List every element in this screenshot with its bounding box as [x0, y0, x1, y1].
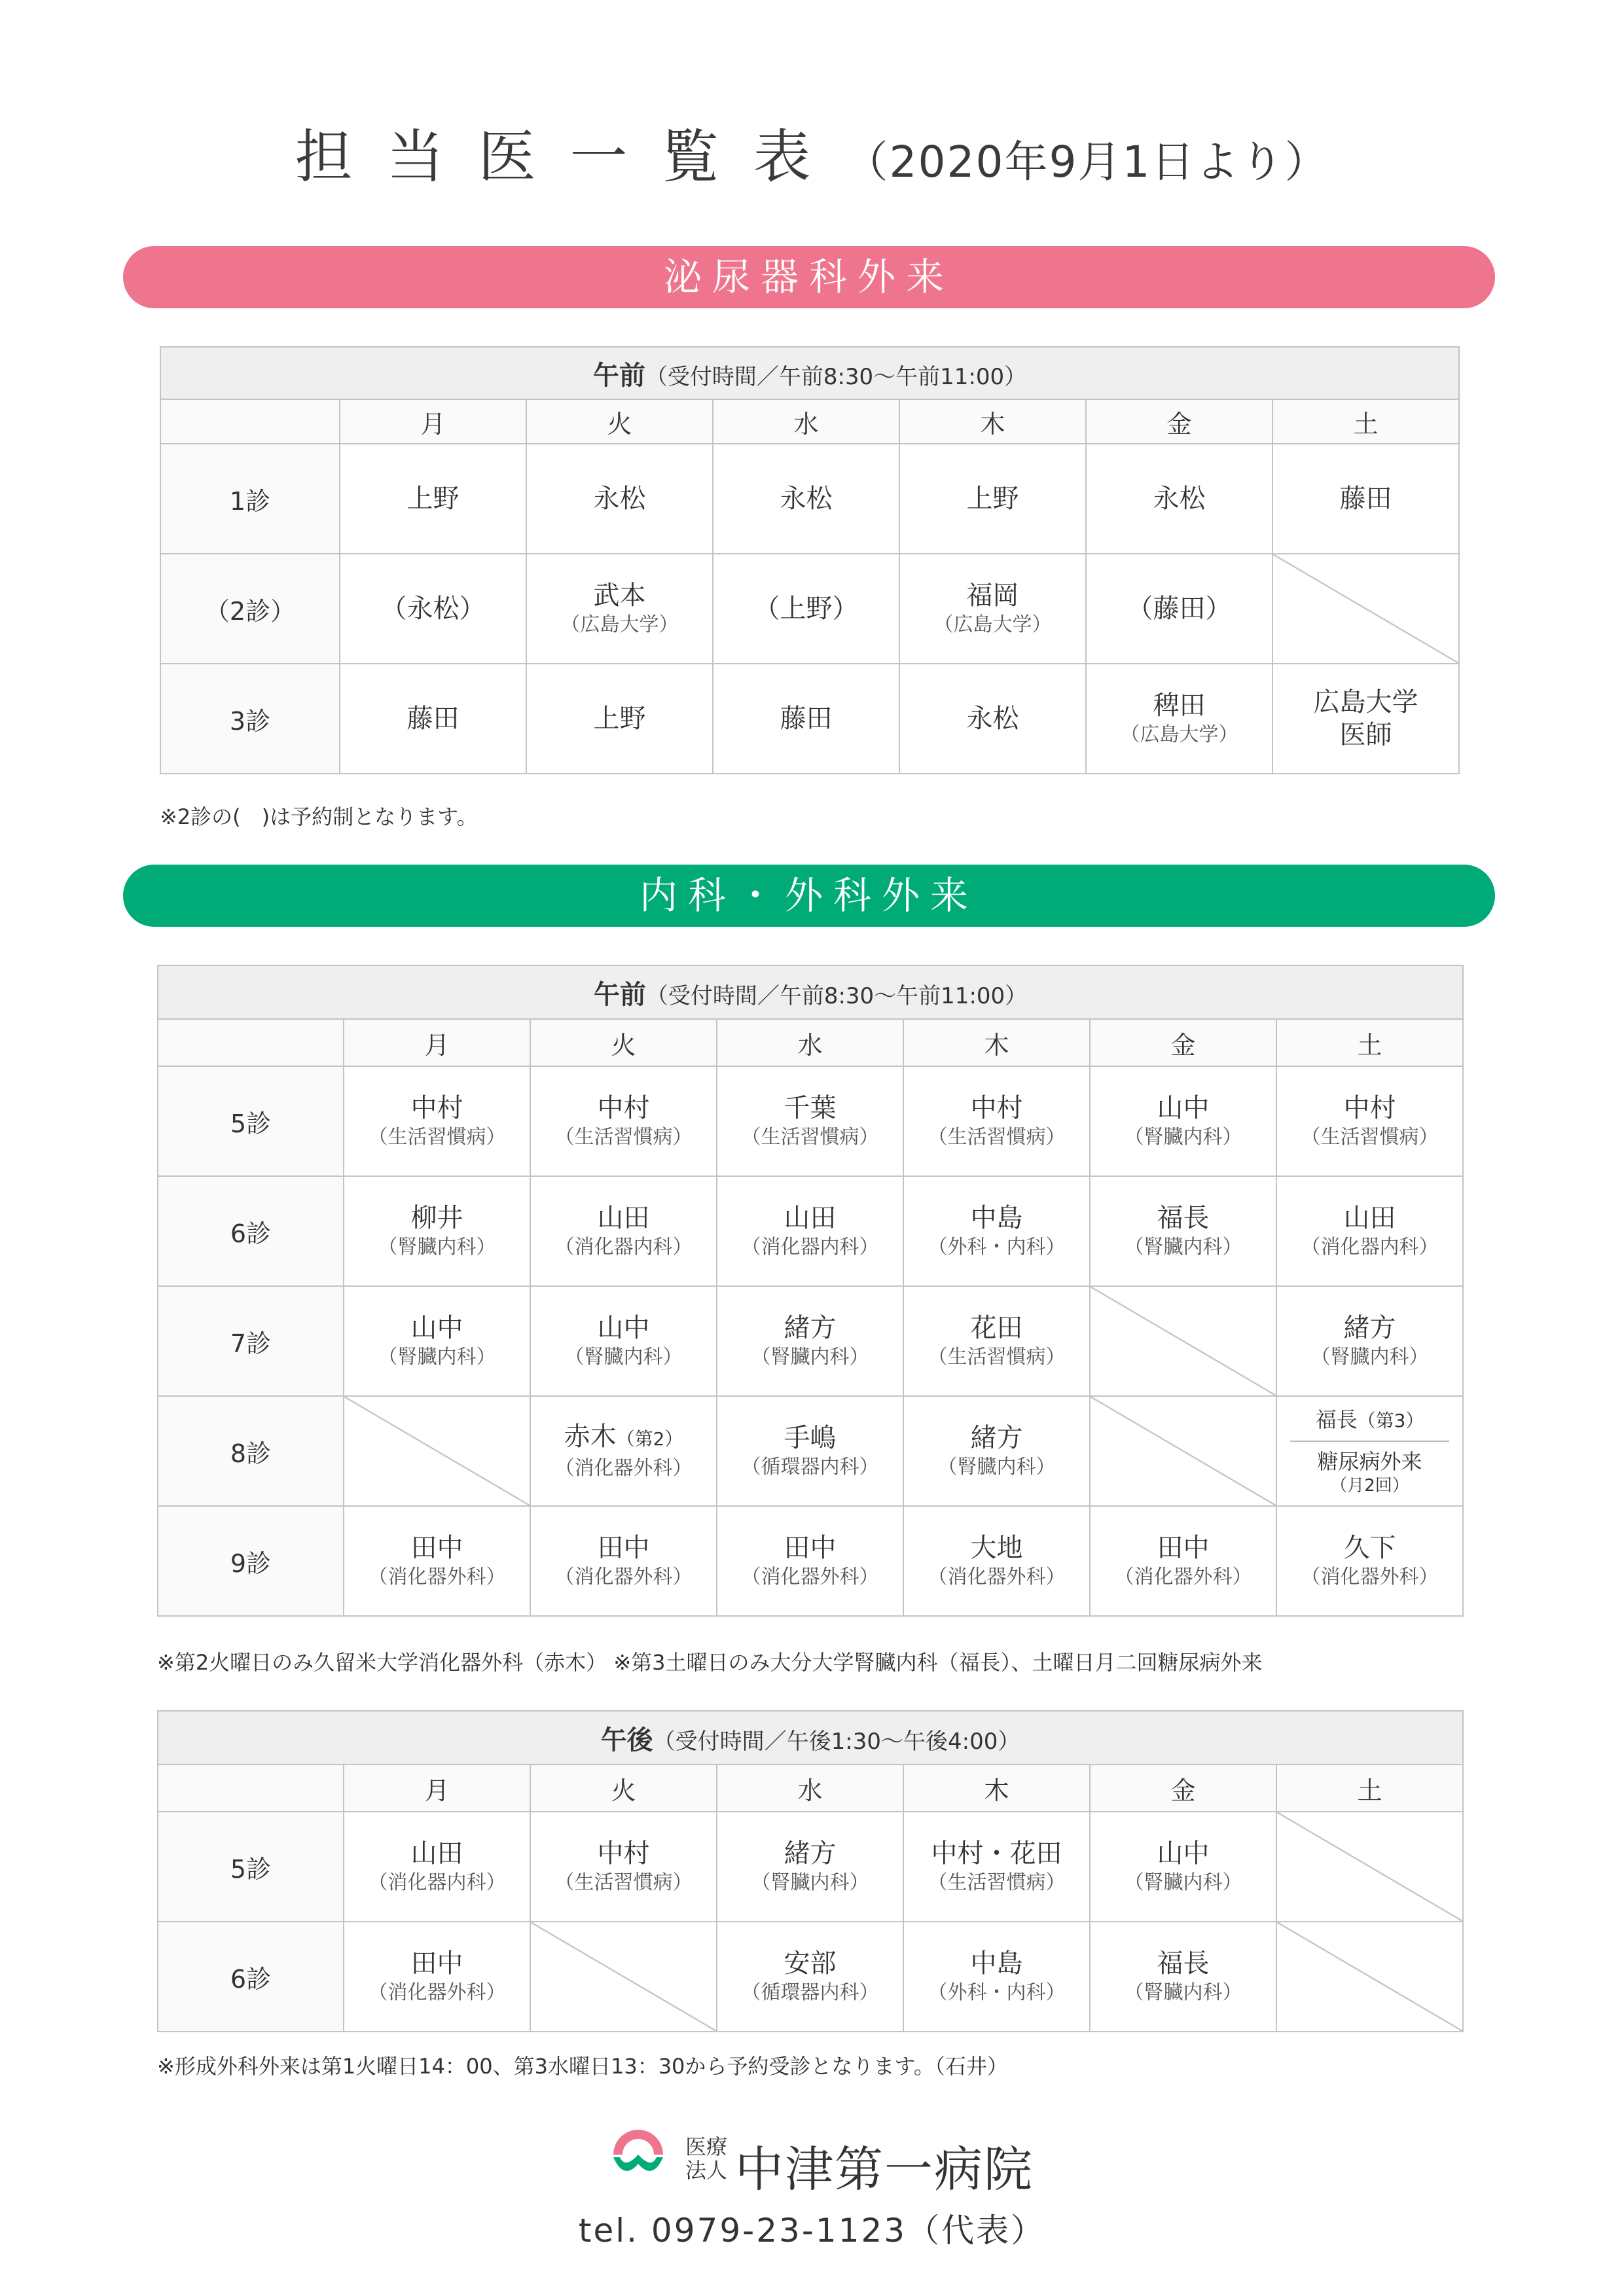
- doctor-name: [1091, 1947, 1276, 1980]
- doctor-name: [900, 702, 1085, 735]
- doctor-cell: [1090, 1922, 1276, 2032]
- doctor-name-text: 広島大学: [1313, 687, 1418, 717]
- doctor-cell: [1276, 1066, 1463, 1176]
- doctor-name-text: 緒方: [970, 1423, 1023, 1453]
- department: （消化器外科）: [368, 1981, 506, 2004]
- hospital-logo: [605, 2121, 1038, 2198]
- week-note: （第2）: [616, 1428, 683, 1450]
- doctor-name-text: 福長: [1157, 1948, 1210, 1979]
- doctor-name-text: 大地: [970, 1533, 1023, 1563]
- doctor-cell: [1272, 444, 1459, 554]
- schedule-row: [158, 1922, 1463, 2032]
- department: （外科・内科）: [928, 1236, 1066, 1259]
- schedule-row: [160, 554, 1459, 664]
- doctor-name-text: 武本: [593, 581, 646, 611]
- weekday-header: 金: [1086, 399, 1272, 444]
- doctor-name-text: （藤田）: [1127, 594, 1232, 624]
- doctor-cell: [1276, 1396, 1463, 1506]
- department: （生活習慣病）: [554, 1126, 693, 1149]
- clinic-name: 糖尿病外来: [1317, 1449, 1422, 1474]
- weekday-header: 木: [899, 399, 1086, 444]
- doctor-name: [527, 482, 712, 515]
- doctor-name: [717, 1092, 903, 1124]
- doctor-name-text: 稗田: [1153, 691, 1206, 721]
- empty-cell: [1090, 1286, 1276, 1396]
- session-header-row: [160, 347, 1459, 399]
- doctor-name: [1290, 1405, 1449, 1442]
- weekday-header: 金: [1090, 1019, 1276, 1066]
- doctor-cell: [899, 554, 1086, 664]
- doctor-name: [340, 592, 526, 625]
- clinic-slot-label: 9診: [158, 1506, 344, 1616]
- internal-am-note: ※第2火曜日のみ久留米大学消化器外科（赤木） ※第3土曜日のみ大分大学腎臓内科（福長）、土曜日月二回糖尿病外来: [157, 1650, 1263, 1675]
- doctor-name-text: 花田: [970, 1313, 1023, 1343]
- doctor-name: [713, 482, 899, 515]
- doctor-cell: [717, 1066, 903, 1176]
- department: （生活習慣病）: [928, 1346, 1066, 1369]
- internal-pm-note: ※形成外科外来は第1火曜日14：00、第3水曜日13：30から予約受診となります。（石井）: [157, 2054, 1008, 2079]
- department: （消化器外科）: [1114, 1566, 1252, 1588]
- schedule-row: [160, 664, 1459, 774]
- doctor-name-text: 永松: [780, 484, 833, 514]
- session-header-row: [158, 965, 1463, 1019]
- department: （生活習慣病）: [928, 1871, 1066, 1894]
- schedule-row: [158, 1506, 1463, 1616]
- doctor-name-text: 山中: [410, 1313, 463, 1343]
- doctor-name-text: 手嶋: [784, 1423, 837, 1453]
- doctor-name: [717, 1312, 903, 1344]
- urology-banner: 泌尿器科外来: [123, 246, 1495, 308]
- doctor-name-text: 中村: [597, 1839, 650, 1869]
- doctor-name-text: 田中: [410, 1533, 463, 1563]
- doctor-name-text: 田中: [410, 1948, 463, 1979]
- weekday-header: 木: [903, 1765, 1090, 1812]
- clinic-slot-label: 6診: [158, 1176, 344, 1286]
- doctor-cell: [1090, 1176, 1276, 1286]
- doctor-name-text: 上野: [966, 484, 1019, 514]
- department: （広島大学）: [933, 613, 1052, 636]
- department: （消化器内科）: [1301, 1236, 1439, 1259]
- department: （腎臓内科）: [378, 1236, 496, 1259]
- doctor-name-text: 山田: [597, 1203, 650, 1233]
- corp-line-1: 医療: [685, 2134, 728, 2159]
- doctor-name-text: 福長: [1315, 1407, 1358, 1432]
- doctor-name: [904, 1532, 1089, 1564]
- doctor-name-text: 永松: [966, 704, 1019, 734]
- doctor-name: [531, 1420, 716, 1456]
- doctor-name: [1091, 1202, 1276, 1234]
- doctor-cell: [344, 1812, 530, 1922]
- weekday-header: 水: [717, 1765, 903, 1812]
- empty-cell: [1272, 554, 1459, 664]
- doctor-name: [344, 1837, 530, 1870]
- doctor-name-text: 田中: [784, 1533, 837, 1563]
- doctor-cell: [344, 1922, 530, 2032]
- doctor-cell: [344, 1286, 530, 1396]
- doctor-name: [1091, 1837, 1276, 1870]
- corp-type: [685, 2135, 727, 2182]
- doctor-name: [713, 592, 899, 625]
- weekday-row: [158, 1765, 1463, 1812]
- corner-cell: [158, 1019, 344, 1066]
- doctor-name: [1273, 686, 1458, 719]
- doctor-cell: [717, 1922, 903, 2032]
- schedule-row: [160, 444, 1459, 554]
- session-header: [158, 1711, 1463, 1765]
- doctor-name-text: 柳井: [410, 1203, 463, 1233]
- doctor-name-text: 緒方: [784, 1839, 837, 1869]
- doctor-cell: [713, 444, 899, 554]
- department: （腎臓内科）: [1124, 1981, 1242, 2004]
- department: （循環器内科）: [741, 1456, 879, 1479]
- clinic-slot-label: 6診: [158, 1922, 344, 2032]
- doctor-name-text: 永松: [1153, 484, 1206, 514]
- doctor-cell: [1090, 1066, 1276, 1176]
- department: （消化器内科）: [741, 1236, 879, 1259]
- department: （消化器外科）: [554, 1566, 693, 1588]
- doctor-cell: [530, 1286, 717, 1396]
- doctor-name: [900, 482, 1085, 515]
- reception-hours: （受付時間／午後1:30〜午後4:00）: [653, 1728, 1020, 1755]
- doctor-cell: [717, 1812, 903, 1922]
- clinic-slot-label: 1診: [160, 444, 340, 554]
- empty-cell: [530, 1922, 717, 2032]
- department: （腎臓内科）: [751, 1346, 869, 1369]
- department: （腎臓内科）: [378, 1346, 496, 1369]
- doctor-cell: [344, 1506, 530, 1616]
- doctor-cell: [340, 664, 526, 774]
- doctor-cell: [344, 1176, 530, 1286]
- doctor-name: [527, 579, 712, 612]
- doctor-cell: [340, 554, 526, 664]
- doctor-cell: [530, 1506, 717, 1616]
- weekday-header: 金: [1090, 1765, 1276, 1812]
- urology-am-table: [160, 346, 1460, 774]
- doctor-name: [1087, 592, 1272, 625]
- doctor-name-text: 中島: [970, 1203, 1023, 1233]
- session-header-row: [158, 1711, 1463, 1765]
- doctor-name-text: 永松: [593, 484, 646, 514]
- doctor-name-text: 山中: [1157, 1839, 1210, 1869]
- doctor-cell: [717, 1396, 903, 1506]
- doctor-cell: [903, 1812, 1090, 1922]
- doctor-cell: [903, 1176, 1090, 1286]
- doctor-name-text: 安部: [784, 1948, 837, 1979]
- doctor-cell: [1276, 1176, 1463, 1286]
- doctor-name-text: 藤田: [780, 704, 833, 734]
- doctor-name-text: 中村: [597, 1093, 650, 1123]
- doctor-name: [531, 1092, 716, 1124]
- department: （腎臓内科）: [1124, 1126, 1242, 1149]
- weekday-header: 木: [903, 1019, 1090, 1066]
- title-date: （2020年9月1日より）: [844, 137, 1329, 187]
- corner-cell: [158, 1765, 344, 1812]
- department: （消化器外科）: [368, 1566, 506, 1588]
- corp-line-2: 法人: [685, 2158, 728, 2183]
- doctor-name: [531, 1532, 716, 1564]
- doctor-cell: [717, 1506, 903, 1616]
- internal-am-table: [157, 965, 1464, 1617]
- doctor-cell: [1086, 554, 1272, 664]
- doctor-name-text: 山中: [1157, 1093, 1210, 1123]
- title-main: 担当医一覧表: [295, 123, 845, 190]
- doctor-name: [717, 1532, 903, 1564]
- doctor-name: [531, 1312, 716, 1344]
- doctor-cell: [1272, 664, 1459, 774]
- hospital-logo-icon: [605, 2121, 671, 2186]
- doctor-cell: [903, 1922, 1090, 2032]
- doctor-name: [344, 1092, 530, 1124]
- department: （広島大学）: [560, 613, 679, 636]
- doctor-name-text: （上野）: [753, 594, 859, 624]
- doctor-name: [904, 1312, 1089, 1344]
- weekday-header: 月: [344, 1765, 530, 1812]
- corner-cell: [160, 399, 340, 444]
- session-label: 午前: [592, 360, 645, 391]
- doctor-name: [344, 1947, 530, 1980]
- doctor-cell: [1086, 664, 1272, 774]
- doctor-name-text: 山田: [410, 1839, 463, 1869]
- weekday-header: 火: [530, 1019, 717, 1066]
- doctor-name-text: 中村: [970, 1093, 1023, 1123]
- doctor-name: [904, 1202, 1089, 1234]
- weekday-row: [160, 399, 1459, 444]
- department: （腎臓内科）: [1124, 1871, 1242, 1894]
- reception-hours: （受付時間／午前8:30〜午前11:00）: [645, 363, 1027, 390]
- page-title: [0, 111, 1624, 194]
- weekday-header: 火: [530, 1765, 717, 1812]
- doctor-cell: [1090, 1812, 1276, 1922]
- department: （生活習慣病）: [1301, 1126, 1439, 1149]
- hospital-name: 中津第一病院: [735, 2142, 1034, 2198]
- weekday-header: 月: [340, 399, 526, 444]
- department: （循環器内科）: [741, 1981, 879, 2004]
- doctor-cell: [530, 1066, 717, 1176]
- doctor-name: [717, 1837, 903, 1870]
- schedule-row: [158, 1286, 1463, 1396]
- doctor-name: [713, 702, 899, 735]
- doctor-cell: [530, 1176, 717, 1286]
- doctor-name-text: 千葉: [784, 1093, 837, 1123]
- weekday-header: 土: [1272, 399, 1459, 444]
- doctor-name: [344, 1532, 530, 1564]
- doctor-name-text: 中村・花田: [931, 1839, 1062, 1869]
- department: （消化器内科）: [554, 1236, 693, 1259]
- doctor-name: [344, 1312, 530, 1344]
- doctor-cell: [1086, 444, 1272, 554]
- doctor-cell: [1276, 1286, 1463, 1396]
- doctor-cell: [899, 444, 1086, 554]
- doctor-cell: [530, 1812, 717, 1922]
- session-label: 午後: [600, 1725, 653, 1755]
- doctor-name-text: 田中: [1157, 1533, 1210, 1563]
- schedule-row: [158, 1812, 1463, 1922]
- doctor-name: [904, 1092, 1089, 1124]
- department: （生活習慣病）: [368, 1126, 506, 1149]
- doctor-cell: [717, 1286, 903, 1396]
- doctor-name-text: 福岡: [966, 581, 1019, 611]
- doctor-name-text: 緒方: [784, 1313, 837, 1343]
- doctor-name: [1277, 1312, 1462, 1344]
- doctor-title: 医師: [1339, 720, 1392, 750]
- department: （広島大学）: [1120, 723, 1238, 746]
- weekday-header: 土: [1276, 1765, 1463, 1812]
- department: （生活習慣病）: [554, 1871, 693, 1894]
- department: （腎臓内科）: [751, 1871, 869, 1894]
- doctor-name: [904, 1947, 1089, 1980]
- doctor-cell: [713, 554, 899, 664]
- doctor-name-text: 福長: [1157, 1203, 1210, 1233]
- doctor-cell: [903, 1396, 1090, 1506]
- doctor-cell: [344, 1066, 530, 1176]
- doctor-name-text: 中島: [970, 1948, 1023, 1979]
- doctor-name: [527, 702, 712, 735]
- doctor-name: [717, 1202, 903, 1234]
- department: （生活習慣病）: [928, 1126, 1066, 1149]
- doctor-cell: [1090, 1506, 1276, 1616]
- doctor-name: [1087, 689, 1272, 722]
- doctor-cell: [1276, 1506, 1463, 1616]
- doctor-cell: [903, 1066, 1090, 1176]
- doctor-name-text: （永松）: [380, 594, 486, 624]
- department: （腎臓内科）: [1310, 1346, 1429, 1369]
- clinic-slot-label: 8診: [158, 1396, 344, 1506]
- internal-surgery-banner: 内科・外科外来: [123, 865, 1495, 927]
- doctor-name: [900, 579, 1085, 612]
- doctor-name-text: 上野: [406, 484, 460, 514]
- department: （消化器内科）: [368, 1871, 506, 1894]
- doctor-name: [1277, 1092, 1462, 1124]
- doctor-name-text: 山中: [597, 1313, 650, 1343]
- session-label: 午前: [593, 979, 646, 1010]
- doctor-name: [340, 482, 526, 515]
- schedule-row: [158, 1066, 1463, 1176]
- session-header: [158, 965, 1463, 1019]
- department: （消化器外科）: [928, 1566, 1066, 1588]
- schedule-row: [158, 1396, 1463, 1506]
- weekday-row: [158, 1019, 1463, 1066]
- doctor-name: [1273, 482, 1458, 515]
- doctor-name-text: 中村: [410, 1093, 463, 1123]
- department: （消化器外科）: [1301, 1566, 1439, 1588]
- phone-number: tel. 0979-23-1123（代表）: [578, 2212, 1046, 2250]
- doctor-name-text: 久下: [1343, 1533, 1396, 1563]
- doctor-cell: [526, 664, 713, 774]
- doctor-name: [531, 1837, 716, 1870]
- doctor-name: [531, 1202, 716, 1234]
- internal-pm-table: [157, 1710, 1464, 2032]
- doctor-cell: [526, 554, 713, 664]
- doctor-cell: [903, 1286, 1090, 1396]
- week-note: （第3）: [1357, 1410, 1424, 1431]
- weekday-header: 土: [1276, 1019, 1463, 1066]
- weekday-header: 火: [526, 399, 713, 444]
- clinic-slot-label: 5診: [158, 1812, 344, 1922]
- weekday-header: 水: [717, 1019, 903, 1066]
- department: （外科・内科）: [928, 1981, 1066, 2004]
- department: （消化器外科）: [741, 1566, 879, 1588]
- doctor-name: [1091, 1532, 1276, 1564]
- reception-hours: （受付時間／午前8:30〜午前11:00）: [645, 982, 1028, 1009]
- department: （腎臓内科）: [564, 1346, 683, 1369]
- doctor-name: [904, 1422, 1089, 1454]
- doctor-name-text: 山田: [1343, 1203, 1396, 1233]
- doctor-name-text: 中村: [1343, 1093, 1396, 1123]
- weekday-header: 水: [713, 399, 899, 444]
- department: （腎臓内科）: [937, 1456, 1056, 1479]
- doctor-cell: [903, 1506, 1090, 1616]
- doctor-name: [340, 702, 526, 735]
- doctor-name: [717, 1947, 903, 1980]
- doctor-name-text: 赤木: [564, 1422, 617, 1452]
- doctor-cell: [717, 1176, 903, 1286]
- department: （生活習慣病）: [741, 1126, 879, 1149]
- department: （消化器外科）: [554, 1457, 693, 1480]
- doctor-name: [904, 1837, 1089, 1870]
- frequency-note: （月2回）: [1330, 1476, 1409, 1496]
- doctor-name: [1277, 1532, 1462, 1564]
- doctor-name: [717, 1422, 903, 1454]
- department: （腎臓内科）: [1124, 1236, 1242, 1259]
- clinic-slot-label: 7診: [158, 1286, 344, 1396]
- session-header: [160, 347, 1459, 399]
- doctor-cell: [526, 444, 713, 554]
- urology-note: ※2診の( )は予約制となります。: [160, 804, 478, 829]
- empty-cell: [1090, 1396, 1276, 1506]
- empty-cell: [1276, 1922, 1463, 2032]
- doctor-name-text: 藤田: [406, 704, 460, 734]
- doctor-cell: [713, 664, 899, 774]
- doctor-name-text: 藤田: [1339, 484, 1392, 514]
- empty-cell: [1276, 1812, 1463, 1922]
- doctor-cell: [899, 664, 1086, 774]
- doctor-name-text: 上野: [593, 704, 646, 734]
- doctor-name: [1091, 1092, 1276, 1124]
- doctor-cell: [530, 1396, 717, 1506]
- doctor-name: [344, 1202, 530, 1234]
- empty-cell: [344, 1396, 530, 1506]
- doctor-name-text: 山田: [784, 1203, 837, 1233]
- weekday-header: 月: [344, 1019, 530, 1066]
- clinic-slot-label: 3診: [160, 664, 340, 774]
- clinic-slot-label: （2診）: [160, 554, 340, 664]
- doctor-name: [1087, 482, 1272, 515]
- doctor-name-text: 緒方: [1343, 1313, 1396, 1343]
- schedule-row: [158, 1176, 1463, 1286]
- clinic-slot-label: 5診: [158, 1066, 344, 1176]
- doctor-name-text: 田中: [597, 1533, 650, 1563]
- doctor-cell: [340, 444, 526, 554]
- doctor-name: [1277, 1202, 1462, 1234]
